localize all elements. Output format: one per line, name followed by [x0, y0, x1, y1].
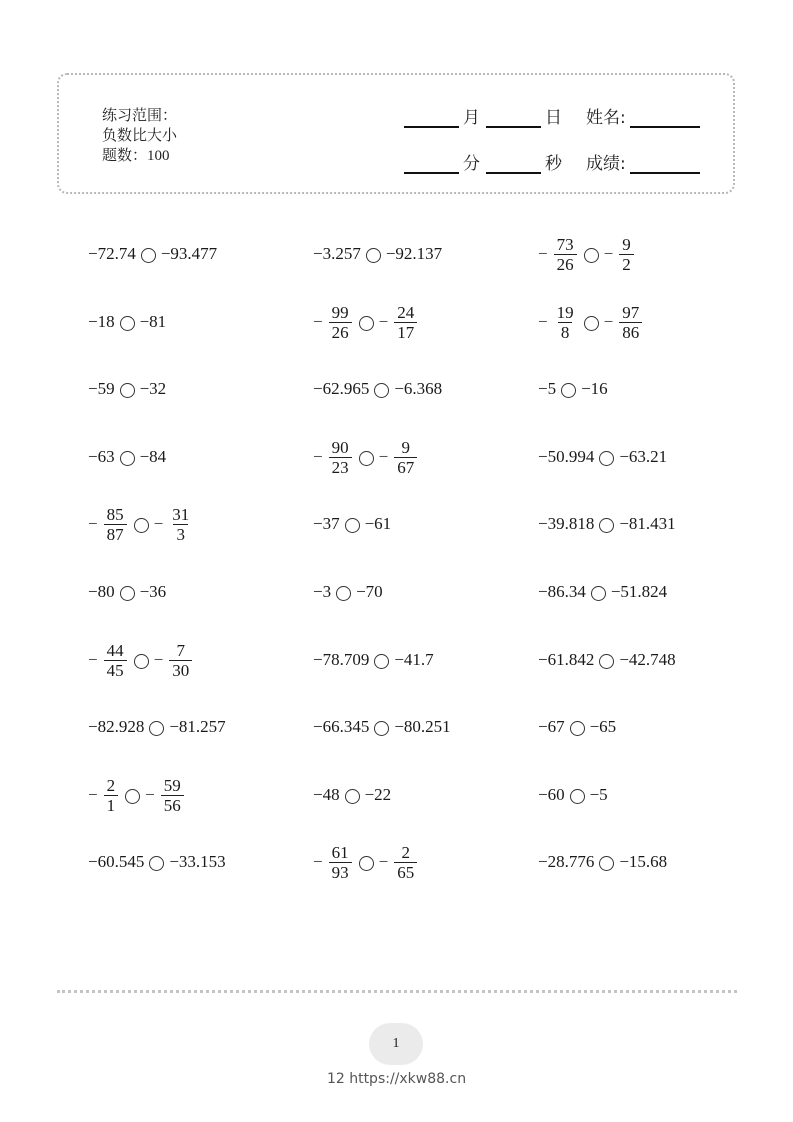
number-value: −51.824: [610, 582, 668, 601]
comparison-problem: [313, 363, 442, 415]
fraction: [169, 505, 192, 544]
left-operand: [88, 641, 129, 680]
answer-circle[interactable]: [134, 518, 149, 533]
number-value: −86.34: [538, 582, 586, 601]
answer-circle[interactable]: [141, 248, 156, 263]
answer-circle[interactable]: [359, 451, 374, 466]
second-blank[interactable]: [486, 154, 541, 174]
number-value: −16: [581, 379, 608, 398]
left-operand: [313, 717, 369, 737]
day-blank[interactable]: [486, 108, 541, 128]
left-operand: [313, 438, 354, 477]
number-value: −5: [589, 785, 608, 804]
answer-circle[interactable]: [120, 383, 135, 398]
answer-circle[interactable]: [584, 316, 599, 331]
right-operand: [365, 785, 392, 805]
number-value: −80: [88, 582, 115, 601]
minus-sign: −: [145, 785, 155, 804]
answer-circle[interactable]: [584, 248, 599, 263]
denominator: 93: [329, 862, 352, 882]
answer-circle[interactable]: [134, 654, 149, 669]
minus-sign: −: [313, 312, 323, 331]
denominator: 8: [558, 322, 573, 342]
fraction: [394, 303, 417, 342]
number-value: −39.818: [538, 514, 595, 533]
answer-circle[interactable]: [561, 383, 576, 398]
comparison-problem: [313, 701, 451, 753]
right-operand: [619, 514, 675, 534]
fraction: [104, 776, 119, 815]
numerator: 31: [172, 504, 190, 524]
left-operand: [538, 582, 586, 602]
answer-circle[interactable]: [599, 654, 614, 669]
fraction: [394, 438, 417, 477]
number-value: −48: [313, 785, 340, 804]
denominator: 67: [394, 457, 417, 477]
left-operand: [538, 447, 594, 467]
number-value: −63.21: [619, 447, 668, 466]
comparison-problem: [313, 836, 419, 888]
number-value: −84: [139, 447, 167, 466]
left-operand: [538, 785, 565, 805]
right-operand: [581, 379, 608, 399]
right-operand: [619, 650, 675, 670]
comparison-problem: [88, 634, 194, 686]
watermark: 12 https://xkw88.cn: [326, 1071, 467, 1087]
right-operand: [140, 379, 167, 399]
range-label: 练习范围：: [102, 106, 178, 124]
numerator: 7: [176, 640, 185, 660]
number-value: −93.477: [160, 244, 218, 263]
left-operand: [313, 582, 331, 602]
number-value: −60.545: [88, 852, 145, 871]
fraction: [104, 505, 127, 544]
minute-blank[interactable]: [404, 154, 459, 174]
fraction: [169, 641, 192, 680]
left-operand: [538, 717, 565, 737]
answer-circle[interactable]: [120, 451, 135, 466]
number-value: −3: [313, 582, 332, 601]
left-operand: [88, 505, 129, 544]
denominator: 56: [161, 795, 184, 815]
problem-row: [88, 769, 728, 821]
minus-sign: −: [378, 312, 389, 331]
right-operand: [356, 582, 383, 602]
minus-sign: −: [603, 244, 614, 263]
fraction: [329, 303, 352, 342]
count-line: [102, 145, 177, 166]
left-operand: [313, 785, 340, 805]
fraction: [104, 641, 127, 680]
right-operand: [590, 785, 608, 805]
second-label: 秒: [545, 154, 562, 174]
number-value: −78.709: [313, 650, 370, 669]
left-operand: [88, 852, 144, 872]
comparison-problem: [88, 769, 186, 821]
number-value: −72.74: [88, 244, 136, 263]
answer-circle[interactable]: [359, 316, 374, 331]
comparison-problem: [538, 296, 644, 348]
exercise-info: [102, 105, 177, 166]
minus-sign: −: [153, 650, 164, 669]
numerator: 2: [401, 842, 410, 862]
comparison-problem: [88, 701, 226, 753]
numerator: 61: [331, 842, 349, 862]
answer-circle[interactable]: [120, 586, 135, 601]
comparison-problem: [538, 431, 667, 483]
comparison-problem: [313, 498, 391, 550]
numerator: 9: [401, 437, 410, 457]
number-value: −32: [139, 379, 167, 398]
right-operand: [154, 505, 195, 544]
page-number: 1: [369, 1023, 423, 1065]
right-operand: [604, 235, 636, 274]
minus-sign: −: [603, 312, 614, 331]
denominator: 23: [329, 457, 352, 477]
fraction: [619, 303, 642, 342]
left-operand: [88, 717, 144, 737]
answer-circle[interactable]: [149, 856, 164, 871]
minus-sign: −: [313, 447, 323, 466]
number-value: −80.251: [394, 717, 451, 736]
answer-circle[interactable]: [374, 383, 389, 398]
comparison-problem: [538, 363, 608, 415]
numerator: 2: [106, 775, 116, 795]
left-operand: [313, 650, 369, 670]
denominator: 86: [619, 322, 642, 342]
left-operand: [313, 303, 354, 342]
right-operand: [379, 438, 420, 477]
left-operand: [313, 244, 361, 264]
right-operand: [379, 843, 420, 882]
answer-circle[interactable]: [345, 518, 360, 533]
left-operand: [313, 514, 340, 534]
answer-circle[interactable]: [570, 789, 585, 804]
number-value: −92.137: [385, 244, 443, 263]
number-value: −59: [88, 379, 115, 398]
left-operand: [313, 843, 354, 882]
right-operand: [604, 303, 645, 342]
problem-row: [88, 634, 728, 686]
answer-circle[interactable]: [149, 721, 164, 736]
left-operand: [313, 379, 369, 399]
minus-sign: −: [88, 650, 98, 669]
numerator: 44: [106, 640, 124, 660]
number-value: −67: [538, 717, 565, 736]
left-operand: [88, 776, 120, 815]
number-value: −62.965: [313, 379, 370, 398]
minus-sign: −: [538, 244, 548, 263]
fraction: [554, 303, 577, 342]
comparison-problem: [88, 296, 166, 348]
number-value: −41.7: [394, 650, 434, 669]
problem-row: [88, 228, 728, 280]
minus-sign: −: [378, 852, 389, 871]
number-value: −81.431: [619, 514, 676, 533]
problem-row: [88, 363, 728, 415]
problem-row: [88, 498, 728, 550]
answer-circle[interactable]: [374, 721, 389, 736]
right-operand: [140, 582, 167, 602]
answer-circle[interactable]: [374, 654, 389, 669]
numerator: 24: [397, 302, 415, 322]
minus-sign: −: [378, 447, 389, 466]
denominator: 17: [394, 322, 417, 342]
denominator: 65: [394, 862, 417, 882]
comparison-problem: [313, 634, 434, 686]
denominator: 87: [104, 524, 127, 544]
answer-circle[interactable]: [570, 721, 585, 736]
answer-circle[interactable]: [366, 248, 381, 263]
answer-circle[interactable]: [591, 586, 606, 601]
comparison-problem: [538, 498, 676, 550]
score-blank[interactable]: [630, 154, 700, 174]
denominator: 26: [329, 322, 352, 342]
minus-sign: −: [88, 785, 98, 804]
denominator: 45: [104, 660, 127, 680]
comparison-problem: [538, 836, 667, 888]
problem-row: [88, 566, 728, 618]
right-operand: [161, 244, 217, 264]
minus-sign: −: [153, 514, 164, 533]
left-operand: [538, 514, 594, 534]
answer-circle[interactable]: [599, 856, 614, 871]
answer-circle[interactable]: [345, 789, 360, 804]
number-value: −6.368: [394, 379, 443, 398]
left-operand: [538, 852, 594, 872]
fraction: [161, 776, 184, 815]
numerator: 85: [106, 504, 124, 524]
right-operand: [365, 514, 392, 534]
comparison-problem: [538, 566, 667, 618]
left-operand: [88, 582, 115, 602]
minute-label: 分: [463, 154, 480, 174]
number-value: −66.345: [313, 717, 370, 736]
denominator: 3: [173, 524, 188, 544]
number-value: −42.748: [619, 650, 676, 669]
number-value: −36: [139, 582, 167, 601]
right-operand: [145, 776, 186, 815]
name-blank[interactable]: [630, 108, 700, 128]
topic-label: 负数比大小: [102, 126, 178, 144]
left-operand: [538, 379, 556, 399]
left-operand: [538, 235, 579, 274]
number-value: −70: [356, 582, 383, 601]
answer-circle[interactable]: [599, 451, 614, 466]
comparison-problem: [313, 431, 419, 483]
right-operand: [379, 303, 420, 342]
number-value: −22: [364, 785, 392, 804]
right-operand: [169, 717, 225, 737]
comparison-problem: [538, 701, 616, 753]
right-operand: [619, 852, 667, 872]
problem-row: [88, 701, 728, 753]
number-value: −5: [538, 379, 557, 398]
right-operand: [619, 447, 667, 467]
comparison-problem: [313, 296, 419, 348]
numerator: 97: [622, 302, 640, 322]
comparison-problem: [313, 228, 442, 280]
right-operand: [394, 650, 433, 670]
number-value: −3.257: [313, 244, 361, 263]
footer-divider: [57, 990, 737, 993]
numerator: 19: [556, 302, 574, 322]
numerator: 9: [622, 234, 631, 254]
name-label: 姓名:: [586, 108, 626, 128]
fraction: [554, 235, 577, 274]
right-operand: [394, 717, 450, 737]
fraction: [394, 843, 417, 882]
problem-row: [88, 296, 728, 348]
date-name-row: [404, 100, 704, 128]
number-value: −63: [88, 447, 115, 466]
number-value: −81: [139, 312, 167, 331]
numerator: 73: [556, 234, 574, 254]
month-blank[interactable]: [404, 108, 459, 128]
comparison-problem: [538, 634, 676, 686]
answer-circle[interactable]: [120, 316, 135, 331]
comparison-problem: [313, 769, 391, 821]
comparison-problem: [313, 566, 383, 618]
header-box: [57, 73, 735, 194]
comparison-problem: [538, 228, 636, 280]
right-operand: [590, 717, 617, 737]
comparison-problem: [538, 769, 608, 821]
number-value: −65: [589, 717, 617, 736]
number-value: −82.928: [88, 717, 145, 736]
right-operand: [611, 582, 667, 602]
comparison-problem: [88, 363, 166, 415]
left-operand: [88, 312, 115, 332]
count-value: 100: [147, 148, 170, 164]
answer-circle[interactable]: [336, 586, 351, 601]
right-operand: [140, 312, 167, 332]
number-value: −61.842: [538, 650, 595, 669]
numerator: 99: [331, 302, 349, 322]
denominator: 2: [619, 254, 634, 274]
minus-sign: −: [88, 514, 98, 533]
denominator: 30: [169, 660, 192, 680]
number-value: −15.68: [619, 852, 668, 871]
problem-row: [88, 431, 728, 483]
right-operand: [154, 641, 195, 680]
number-value: −37: [313, 514, 340, 533]
number-value: −81.257: [169, 717, 226, 736]
number-value: −50.994: [538, 447, 595, 466]
minus-sign: −: [313, 852, 323, 871]
day-label: 日: [545, 108, 562, 128]
number-value: −60: [538, 785, 565, 804]
fraction: [619, 235, 634, 274]
time-score-row: [404, 146, 704, 174]
minus-sign: −: [538, 312, 548, 331]
left-operand: [88, 244, 136, 264]
count-label: 题数：: [102, 146, 148, 164]
fraction: [329, 438, 352, 477]
comparison-problem: [88, 431, 166, 483]
left-operand: [88, 379, 115, 399]
left-operand: [88, 447, 115, 467]
comparison-problem: [88, 566, 166, 618]
comparison-problem: [88, 498, 194, 550]
number-value: −61: [364, 514, 392, 533]
right-operand: [386, 244, 442, 264]
comparison-problem: [88, 228, 217, 280]
problem-row: [88, 836, 728, 888]
student-fields: [404, 100, 704, 192]
left-operand: [538, 650, 594, 670]
denominator: 26: [554, 254, 577, 274]
numerator: 90: [331, 437, 349, 457]
number-value: −18: [88, 312, 115, 331]
right-operand: [169, 852, 225, 872]
answer-circle[interactable]: [125, 789, 140, 804]
score-label: 成绩:: [586, 154, 626, 174]
fraction: [329, 843, 352, 882]
answer-circle[interactable]: [359, 856, 374, 871]
month-label: 月: [463, 108, 480, 128]
comparison-problem: [88, 836, 226, 888]
denominator: 1: [104, 795, 119, 815]
left-operand: [538, 303, 579, 342]
numerator: 59: [163, 775, 181, 795]
number-value: −33.153: [169, 852, 226, 871]
answer-circle[interactable]: [599, 518, 614, 533]
number-value: −28.776: [538, 852, 595, 871]
right-operand: [394, 379, 442, 399]
right-operand: [140, 447, 167, 467]
